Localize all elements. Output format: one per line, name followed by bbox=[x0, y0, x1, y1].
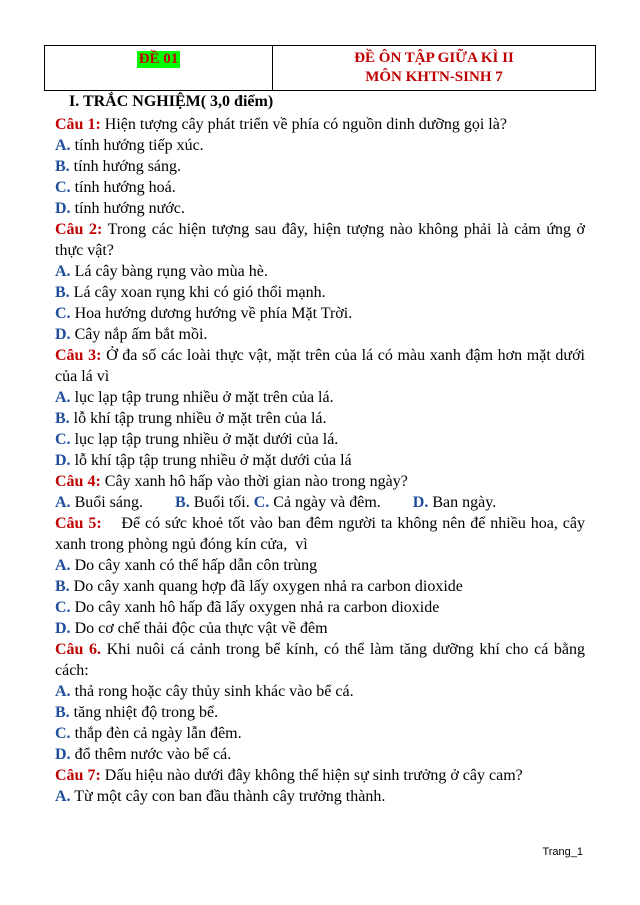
option-b: B. Lá cây xoan rụng khi có gió thổi mạnh. bbox=[55, 284, 326, 301]
question-text: Dấu hiệu nào dưới đây không thể hiện sự sinh trưởng ở cây cam? bbox=[100, 767, 523, 784]
option-b: B. tính hướng sáng. bbox=[55, 158, 182, 175]
question-text: Hiện tượng cây phát triển về phía có nguồn dinh dưỡng gọi là? bbox=[100, 116, 507, 133]
question-2 bbox=[55, 219, 585, 261]
question-label: Câu 4: bbox=[55, 473, 101, 490]
option-c: C. Do cây xanh hô hấp đã lấy oxygen nhả ra carbon dioxide bbox=[55, 599, 440, 616]
question-text: Để có sức khoẻ tốt vào ban đêm người ta không nên để nhiều hoa, cây xanh trong phòng ngủ đóng kín cửa, vì bbox=[55, 515, 590, 553]
question-label: Câu 5: bbox=[55, 515, 102, 532]
question-label: Câu 3: bbox=[55, 347, 102, 364]
option-a: A. lục lạp tập trung nhiều ở mặt trên của lá. bbox=[55, 389, 334, 406]
option-b: B. lỗ khí tập trung nhiều ở mặt trên của lá. bbox=[55, 410, 327, 427]
question-text: Khi nuôi cá cảnh trong bể kính, có thể làm tăng dưỡng khí cho cá bằng cách: bbox=[55, 641, 586, 679]
option-d: D. đổ thêm nước vào bể cá. bbox=[55, 746, 232, 763]
option-b: B. tăng nhiệt độ trong bể. bbox=[55, 704, 219, 721]
option-c: C. Cả ngày và đêm. bbox=[253, 494, 381, 511]
option-d: D. Cây nắp ấm bắt mồi. bbox=[55, 326, 208, 343]
question-5 bbox=[55, 513, 590, 555]
option-a: A. thả rong hoặc cây thủy sinh khác vào bể cá. bbox=[55, 683, 354, 700]
option-c: C. lục lạp tập trung nhiều ở mặt dưới của lá. bbox=[55, 431, 339, 448]
exam-code: ĐỀ 01 bbox=[138, 51, 179, 67]
question-label: Câu 1: bbox=[55, 116, 101, 133]
question-label: Câu 6. bbox=[55, 641, 102, 658]
header-table bbox=[44, 45, 596, 91]
option-b: B. Do cây xanh quang hợp đã lấy oxygen nhả ra carbon dioxide bbox=[55, 578, 463, 595]
option-a: A. Buổi sáng. bbox=[55, 494, 144, 511]
section-title: I. TRẮC NGHIỆM( 3,0 điểm) bbox=[69, 93, 274, 110]
option-b: B. Buổi tối. bbox=[175, 494, 250, 511]
question-6 bbox=[55, 639, 585, 681]
option-d: D. Ban ngày. bbox=[412, 494, 497, 511]
question-7 bbox=[55, 765, 585, 786]
question-text: Trong các hiện tượng sau đây, hiện tượng nào không phải là cảm ứng ở thực vật? bbox=[55, 221, 586, 259]
option-a: A. Từ một cây con ban đầu thành cây trưởng thành. bbox=[55, 788, 386, 805]
option-d: D. Do cơ chế thải độc của thực vật về đêm bbox=[55, 620, 328, 637]
question-text: Ở đa số các loài thực vật, mặt trên của lá có màu xanh đậm hơn mặt dưới của lá vì bbox=[55, 347, 586, 385]
question-list bbox=[55, 114, 590, 807]
question-3 bbox=[55, 345, 585, 387]
option-d: D. lỗ khí tập tập trung nhiều ở mặt dưới của lá bbox=[55, 452, 352, 469]
option-a: A. tính hướng tiếp xúc. bbox=[55, 137, 204, 154]
question-label: Câu 7: bbox=[55, 767, 101, 784]
header-right-cell bbox=[273, 46, 595, 90]
option-a: A. Lá cây bàng rụng vào mùa hè. bbox=[55, 263, 268, 280]
exam-title: ĐỀ ÔN TẬP GIỮA KÌ II bbox=[354, 50, 514, 66]
option-c: C. Hoa hướng dương hướng về phía Mặt Trời. bbox=[55, 305, 353, 322]
question-label: Câu 2: bbox=[55, 221, 103, 238]
option-a: A. Do cây xanh có thể hấp dẫn côn trùng bbox=[55, 557, 318, 574]
question-1 bbox=[55, 114, 585, 135]
option-c: C. tính hướng hoá. bbox=[55, 179, 176, 196]
question-text: Cây xanh hô hấp vào thời gian nào trong ngày? bbox=[100, 473, 408, 490]
header-left-cell bbox=[45, 46, 273, 90]
subject-title: MÔN KHTN-SINH 7 bbox=[365, 69, 503, 85]
question-4 bbox=[55, 471, 585, 492]
option-d: D. tính hướng nước. bbox=[55, 200, 185, 217]
options-row bbox=[55, 492, 585, 513]
option-c: C. thắp đèn cả ngày lẫn đêm. bbox=[55, 725, 242, 742]
page-number: Trang_1 bbox=[542, 846, 583, 858]
